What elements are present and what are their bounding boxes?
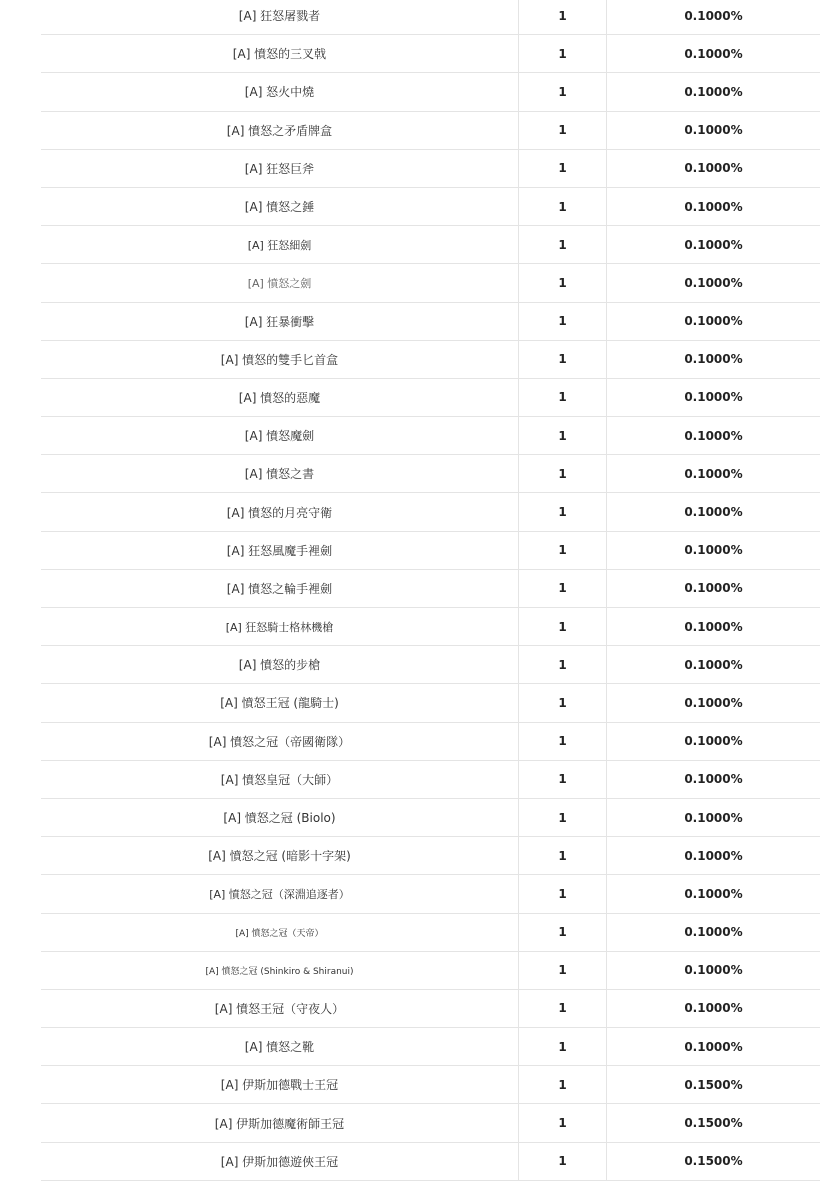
table-row bbox=[41, 150, 820, 188]
item-rate: 0.1000% bbox=[684, 734, 743, 749]
table-row bbox=[41, 264, 820, 302]
table-row bbox=[41, 761, 820, 799]
table-row bbox=[41, 493, 820, 531]
item-quantity: 1 bbox=[519, 73, 607, 110]
item-name: [A] 憤怒之劍 bbox=[41, 264, 519, 301]
item-quantity: 1 bbox=[519, 303, 607, 340]
item-name: [A] 憤怒的雙手匕首盒 bbox=[41, 341, 519, 378]
item-quantity: 1 bbox=[519, 150, 607, 187]
item-quantity: 1 bbox=[519, 837, 607, 874]
table-row bbox=[41, 341, 820, 379]
item-rate: 0.1000% bbox=[684, 695, 743, 710]
item-rate: 0.1000% bbox=[684, 161, 743, 176]
item-quantity: 1 bbox=[519, 799, 607, 836]
item-rate: 0.1000% bbox=[684, 848, 743, 863]
item-quantity: 1 bbox=[519, 990, 607, 1027]
table-row bbox=[41, 952, 820, 990]
item-rate: 0.1000% bbox=[684, 84, 743, 99]
item-name: [A] 憤怒的三叉戟 bbox=[41, 35, 519, 72]
item-rate: 0.1000% bbox=[684, 237, 743, 252]
item-rate: 0.1000% bbox=[684, 466, 743, 481]
table-row bbox=[41, 188, 820, 226]
item-name: [A] 憤怒魔劍 bbox=[41, 417, 519, 454]
item-rate: 0.1500% bbox=[684, 1154, 743, 1169]
item-rate: 0.1500% bbox=[684, 1077, 743, 1092]
item-rate: 0.1000% bbox=[684, 275, 743, 290]
item-quantity: 1 bbox=[519, 379, 607, 416]
item-rate: 0.1000% bbox=[684, 772, 743, 787]
item-quantity: 1 bbox=[519, 875, 607, 912]
table-row bbox=[41, 990, 820, 1028]
item-name: [A] 憤怒的惡魔 bbox=[41, 379, 519, 416]
table-row bbox=[41, 570, 820, 608]
item-name: [A] 憤怒之書 bbox=[41, 455, 519, 492]
table-row bbox=[41, 1143, 820, 1181]
item-quantity: 1 bbox=[519, 264, 607, 301]
item-name: [A] 憤怒之輪手裡劍 bbox=[41, 570, 519, 607]
item-quantity: 1 bbox=[519, 952, 607, 989]
item-rate: 0.1000% bbox=[684, 390, 743, 405]
table-row bbox=[41, 112, 820, 150]
table-row bbox=[41, 646, 820, 684]
table-row bbox=[41, 608, 820, 646]
item-rate: 0.1500% bbox=[684, 1116, 743, 1131]
item-quantity: 1 bbox=[519, 1028, 607, 1065]
item-quantity: 1 bbox=[519, 188, 607, 225]
item-name: [A] 憤怒之靴 bbox=[41, 1028, 519, 1065]
item-rate: 0.1000% bbox=[684, 810, 743, 825]
item-name: [A] 狂怒巨斧 bbox=[41, 150, 519, 187]
item-rate: 0.1000% bbox=[684, 123, 743, 138]
item-name: [A] 狂怒騎士格林機槍 bbox=[41, 608, 519, 645]
item-name: [A] 狂怒屠戮者 bbox=[41, 0, 519, 34]
table-row bbox=[41, 226, 820, 264]
item-rate: 0.1000% bbox=[684, 314, 743, 329]
item-rate: 0.1000% bbox=[684, 581, 743, 596]
table-row bbox=[41, 837, 820, 875]
item-quantity: 1 bbox=[519, 112, 607, 149]
item-quantity: 1 bbox=[519, 646, 607, 683]
item-quantity: 1 bbox=[519, 1104, 607, 1141]
table-row bbox=[41, 0, 820, 35]
item-name: [A] 憤怒之冠（天帝） bbox=[41, 914, 519, 951]
item-rate: 0.1000% bbox=[684, 619, 743, 634]
item-quantity: 1 bbox=[519, 417, 607, 454]
item-rate: 0.1000% bbox=[684, 428, 743, 443]
item-name: [A] 憤怒王冠（守夜人） bbox=[41, 990, 519, 1027]
item-name: [A] 憤怒之冠（深淵追逐者） bbox=[41, 875, 519, 912]
table-row bbox=[41, 684, 820, 722]
item-name: [A] 伊斯加德戰士王冠 bbox=[41, 1066, 519, 1103]
item-name: [A] 伊斯加德遊俠王冠 bbox=[41, 1143, 519, 1180]
table-row bbox=[41, 303, 820, 341]
item-quantity: 1 bbox=[519, 761, 607, 798]
item-name: [A] 憤怒之矛盾牌盒 bbox=[41, 112, 519, 149]
table-row bbox=[41, 1066, 820, 1104]
item-quantity: 1 bbox=[519, 684, 607, 721]
table-row bbox=[41, 1028, 820, 1066]
item-name: [A] 憤怒的月亮守衛 bbox=[41, 493, 519, 530]
item-quantity: 1 bbox=[519, 0, 607, 34]
table-row bbox=[41, 417, 820, 455]
item-quantity: 1 bbox=[519, 914, 607, 951]
table-row bbox=[41, 799, 820, 837]
table-row bbox=[41, 35, 820, 73]
table-row bbox=[41, 455, 820, 493]
item-name: [A] 憤怒之冠（帝國衛隊） bbox=[41, 723, 519, 760]
item-quantity: 1 bbox=[519, 1066, 607, 1103]
item-name: [A] 憤怒王冠 (龍騎士) bbox=[41, 684, 519, 721]
item-name: [A] 憤怒皇冠（大師） bbox=[41, 761, 519, 798]
item-quantity: 1 bbox=[519, 723, 607, 760]
item-name: [A] 憤怒之冠 (Biolo) bbox=[41, 799, 519, 836]
item-name: [A] 狂怒風魔手裡劍 bbox=[41, 532, 519, 569]
item-rate: 0.1000% bbox=[684, 657, 743, 672]
item-rate: 0.1000% bbox=[684, 8, 743, 23]
item-quantity: 1 bbox=[519, 341, 607, 378]
drop-rate-table bbox=[41, 0, 820, 1181]
table-row bbox=[41, 914, 820, 952]
item-rate: 0.1000% bbox=[684, 199, 743, 214]
item-name: [A] 狂怒細劍 bbox=[41, 226, 519, 263]
item-quantity: 1 bbox=[519, 532, 607, 569]
item-name: [A] 狂暴衝擊 bbox=[41, 303, 519, 340]
item-rate: 0.1000% bbox=[684, 543, 743, 558]
item-rate: 0.1000% bbox=[684, 46, 743, 61]
item-rate: 0.1000% bbox=[684, 1001, 743, 1016]
table-row bbox=[41, 379, 820, 417]
item-rate: 0.1000% bbox=[684, 352, 743, 367]
item-quantity: 1 bbox=[519, 608, 607, 645]
table-row bbox=[41, 723, 820, 761]
item-name: [A] 怒火中燒 bbox=[41, 73, 519, 110]
table-row bbox=[41, 73, 820, 111]
item-rate: 0.1000% bbox=[684, 925, 743, 940]
item-quantity: 1 bbox=[519, 226, 607, 263]
table-row bbox=[41, 532, 820, 570]
item-quantity: 1 bbox=[519, 455, 607, 492]
table-row bbox=[41, 875, 820, 913]
item-quantity: 1 bbox=[519, 35, 607, 72]
item-name: [A] 憤怒之冠 (Shinkiro & Shiranui) bbox=[41, 952, 519, 989]
item-rate: 0.1000% bbox=[684, 963, 743, 978]
item-rate: 0.1000% bbox=[684, 1039, 743, 1054]
item-name: [A] 憤怒的步槍 bbox=[41, 646, 519, 683]
item-quantity: 1 bbox=[519, 493, 607, 530]
item-rate: 0.1000% bbox=[684, 505, 743, 520]
item-quantity: 1 bbox=[519, 570, 607, 607]
item-name: [A] 憤怒之冠 (暗影十字架) bbox=[41, 837, 519, 874]
item-name: [A] 伊斯加德魔術師王冠 bbox=[41, 1104, 519, 1141]
item-name: [A] 憤怒之錘 bbox=[41, 188, 519, 225]
item-rate: 0.1000% bbox=[684, 886, 743, 901]
item-quantity: 1 bbox=[519, 1143, 607, 1180]
table-row bbox=[41, 1104, 820, 1142]
